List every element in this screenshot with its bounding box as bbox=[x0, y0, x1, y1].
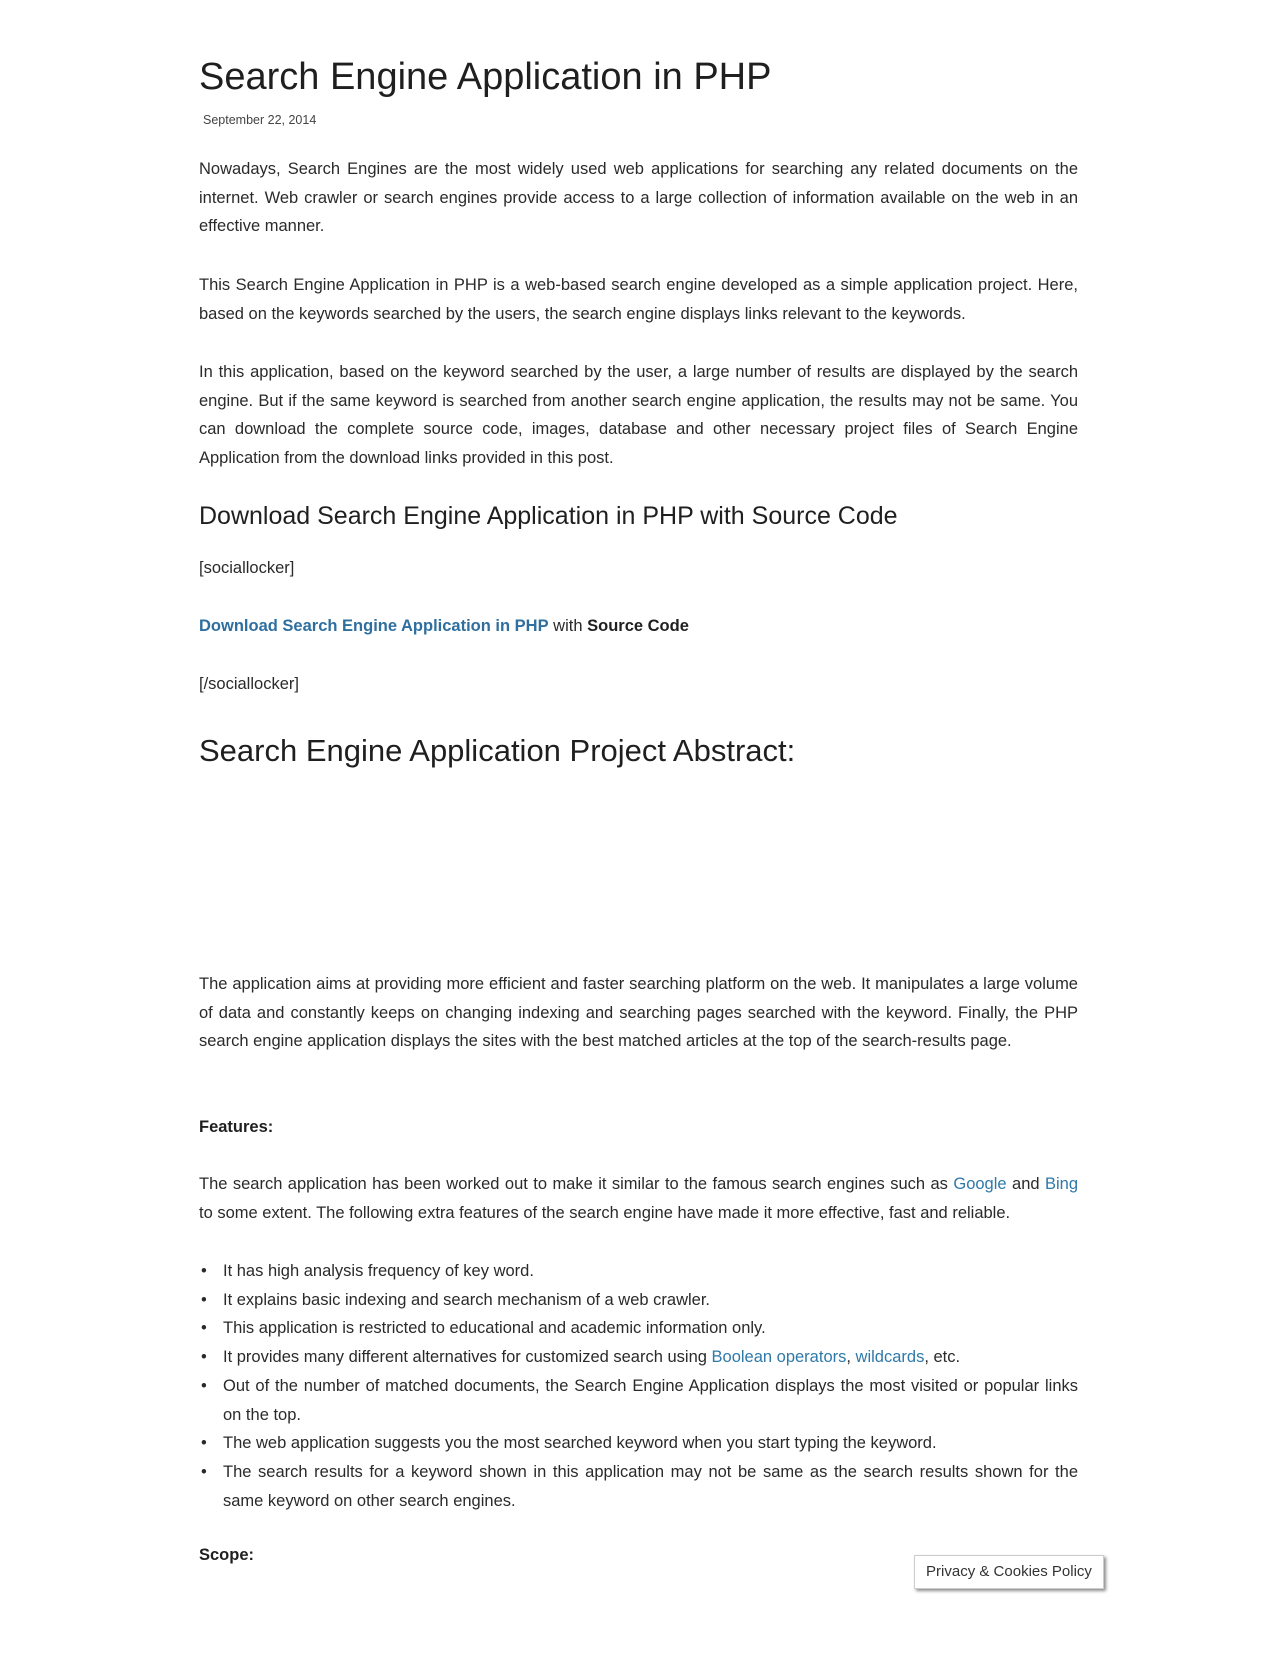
features-list bbox=[199, 1257, 1078, 1515]
list-item-text: This application is restricted to educational and academic information only. bbox=[223, 1319, 766, 1338]
list-item bbox=[199, 1458, 1078, 1515]
list-item-text: It provides many different alternatives for customized search using bbox=[223, 1348, 712, 1367]
bullet-icon: • bbox=[201, 1262, 207, 1280]
features-intro bbox=[199, 1170, 1078, 1227]
list-item-text: Out of the number of matched documents, the Search Engine Application displays the most visited or popular links on the top. bbox=[223, 1376, 1078, 1424]
page-title: Search Engine Application in PHP bbox=[199, 56, 772, 98]
bing-link[interactable]: Bing bbox=[1044, 1175, 1079, 1193]
intro-paragraph-2: This Search Engine Application in PHP is a web-based search engine developed as a simple application project. Here, based on the keywords searched by the users, the search engine displays links relevant to the keywords. bbox=[199, 276, 1078, 323]
bullet-icon: • bbox=[201, 1290, 207, 1309]
bullet-icon: • bbox=[201, 1462, 207, 1481]
boolean-operators-link[interactable]: Boolean operators bbox=[711, 1348, 847, 1367]
bullet-icon: • bbox=[201, 1348, 207, 1367]
list-item bbox=[199, 1429, 1078, 1458]
list-item-text-end: , etc. bbox=[924, 1348, 961, 1367]
sociallocker-open: [sociallocker] bbox=[199, 559, 295, 577]
privacy-cookies-button[interactable]: Privacy & Cookies Policy bbox=[914, 1555, 1104, 1589]
features-intro-after: to some extent. The following extra features of the search engine have made it more effective, fast and reliable. bbox=[199, 1203, 1011, 1222]
source-code-text: Source Code bbox=[587, 617, 689, 635]
list-item bbox=[199, 1257, 1078, 1286]
bullet-icon: • bbox=[201, 1319, 207, 1338]
download-line bbox=[199, 617, 689, 636]
list-item-text: It explains basic indexing and search mechanism of a web crawler. bbox=[223, 1290, 710, 1309]
bullet-icon: • bbox=[201, 1434, 207, 1453]
list-item-text: It has high analysis frequency of key word. bbox=[223, 1262, 534, 1280]
download-link[interactable]: Download Search Engine Application in PHP bbox=[199, 617, 549, 635]
list-item bbox=[199, 1372, 1078, 1429]
download-heading: Download Search Engine Application in PHP with Source Code bbox=[199, 502, 898, 530]
features-intro-before: The search application has been worked out to make it similar to the famous search engines such as bbox=[199, 1175, 954, 1193]
intro-paragraph-1: Nowadays, Search Engines are the most widely used web applications for searching any related documents on the internet. Web crawler or search engines provide access to a large collection of information available on the web in an effective manner. bbox=[199, 160, 1078, 236]
list-item bbox=[199, 1343, 1078, 1372]
sociallocker-close: [/sociallocker] bbox=[199, 675, 299, 693]
bullet-icon: • bbox=[201, 1376, 207, 1395]
scope-label: Scope: bbox=[199, 1546, 255, 1564]
wildcards-link[interactable]: wildcards bbox=[855, 1348, 925, 1367]
intro-paragraph-3: In this application, based on the keyword searched by the user, a large number of results are displayed by the search engine. But if the same keyword is searched from another search engine application, the results may not be same. You can download the complete source code, images, database and other necessary project files of Search Engine Application from the download links provided in this post. bbox=[199, 363, 1078, 468]
list-item-comma: , bbox=[846, 1348, 856, 1367]
list-item bbox=[199, 1286, 1078, 1315]
abstract-paragraph: The application aims at providing more efficient and faster searching platform on the web. It manipulates a large volume of data and constantly keeps on changing indexing and searching pages searched with the keyword. Finally, the PHP search engine application displays the sites with the best matched articles at the top of the search-results page. bbox=[199, 975, 1078, 1051]
list-item-text: The search results for a keyword shown in this application may not be same as the search results shown for the same keyword on other search engines. bbox=[223, 1462, 1078, 1510]
post-date: September 22, 2014 bbox=[203, 113, 317, 127]
list-item bbox=[199, 1314, 1078, 1343]
features-intro-and: and bbox=[1006, 1175, 1045, 1193]
abstract-heading: Search Engine Application Project Abstract: bbox=[199, 733, 796, 768]
ad-placeholder bbox=[199, 800, 1078, 960]
google-link[interactable]: Google bbox=[953, 1175, 1007, 1193]
features-label: Features: bbox=[199, 1118, 274, 1136]
list-item-text: The web application suggests you the most searched keyword when you start typing the keyword. bbox=[223, 1434, 937, 1453]
download-with-text: with bbox=[548, 617, 588, 635]
